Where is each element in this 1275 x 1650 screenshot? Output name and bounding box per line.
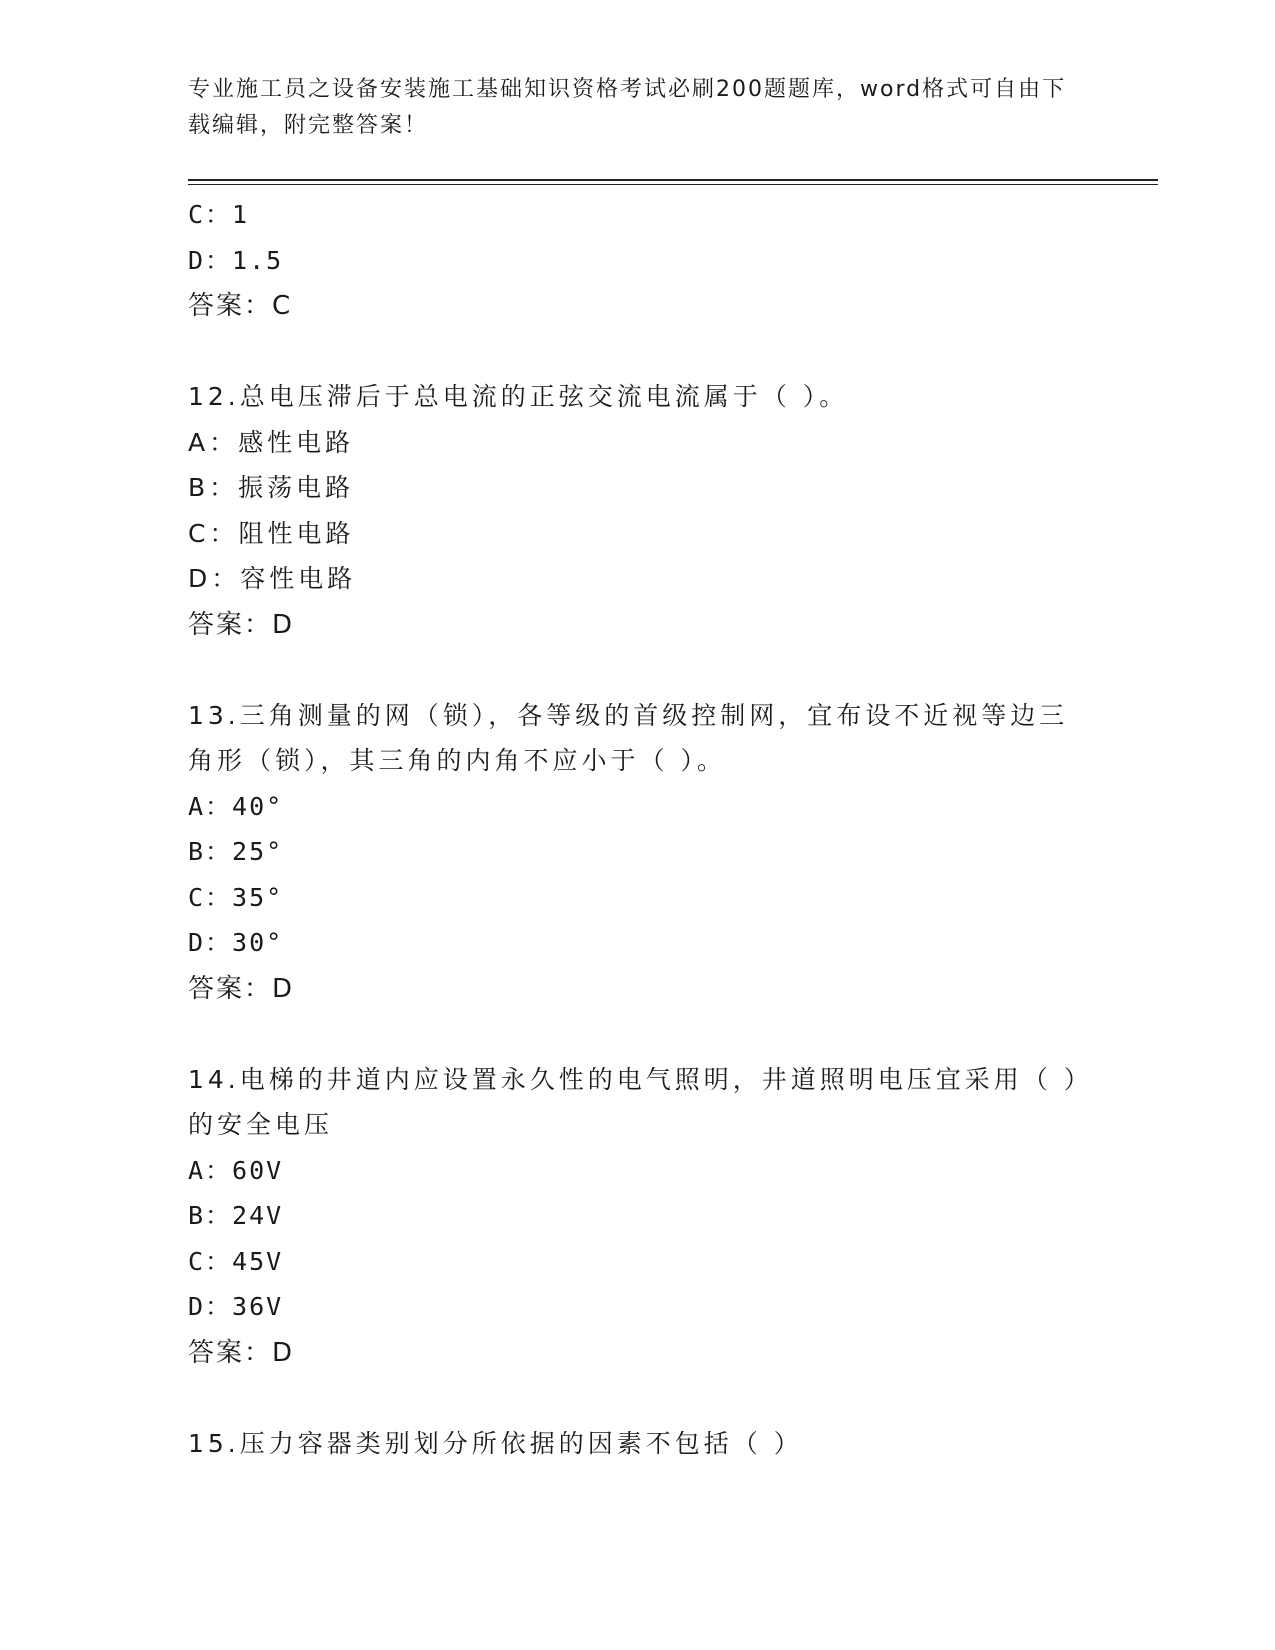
option-b: B：振荡电路	[188, 473, 355, 502]
option-a: A：60V	[188, 1155, 284, 1185]
question-block-14	[188, 1057, 1088, 1376]
question-list	[188, 192, 1088, 1466]
option-d: D：36V	[188, 1292, 284, 1321]
option-b: B：25°	[188, 837, 284, 866]
answer: 答案：D	[188, 973, 295, 1004]
option-d: D：容性电路	[188, 564, 357, 593]
question-text: 13.三角测量的网（锁），各等级的首级控制网，宜布设不近视等边三角形（锁），其三角的内角不应小于（ ）。	[188, 700, 1069, 775]
option-c: C：45V	[188, 1246, 284, 1276]
page-header: 专业施工员之设备安装施工基础知识资格考试必刷200题题库，word格式可自由下载编辑，附完整答案！	[188, 77, 1067, 138]
answer: 答案：C	[188, 291, 293, 321]
question-text: 15.压力容器类别划分所依据的因素不包括（ ）	[188, 1428, 803, 1458]
header-divider	[188, 179, 1158, 181]
option-d: D：30°	[188, 928, 284, 957]
option-a: A：40°	[188, 791, 284, 821]
question-block-13	[188, 693, 1088, 1012]
answer: 答案：D	[188, 609, 295, 640]
question-block-12	[188, 374, 1088, 648]
question-text: 14.电梯的井道内应设置永久性的电气照明，井道照明电压宜采用（ ）的安全电压	[188, 1064, 1081, 1139]
option-c: C：35°	[188, 882, 284, 912]
option-c: C：阻性电路	[188, 518, 355, 548]
question-block-15	[188, 1421, 1088, 1467]
header-divider-thin	[188, 184, 1158, 185]
option-d: D：1.5	[188, 245, 284, 275]
option-c: C：1	[188, 200, 250, 229]
question-block-11	[188, 192, 1088, 329]
answer: 答案：D	[188, 1337, 295, 1368]
question-text: 12.总电压滞后于总电流的正弦交流电流属于（ ）。	[188, 382, 849, 411]
option-a: A：感性电路	[188, 427, 355, 457]
option-b: B：24V	[188, 1201, 284, 1230]
